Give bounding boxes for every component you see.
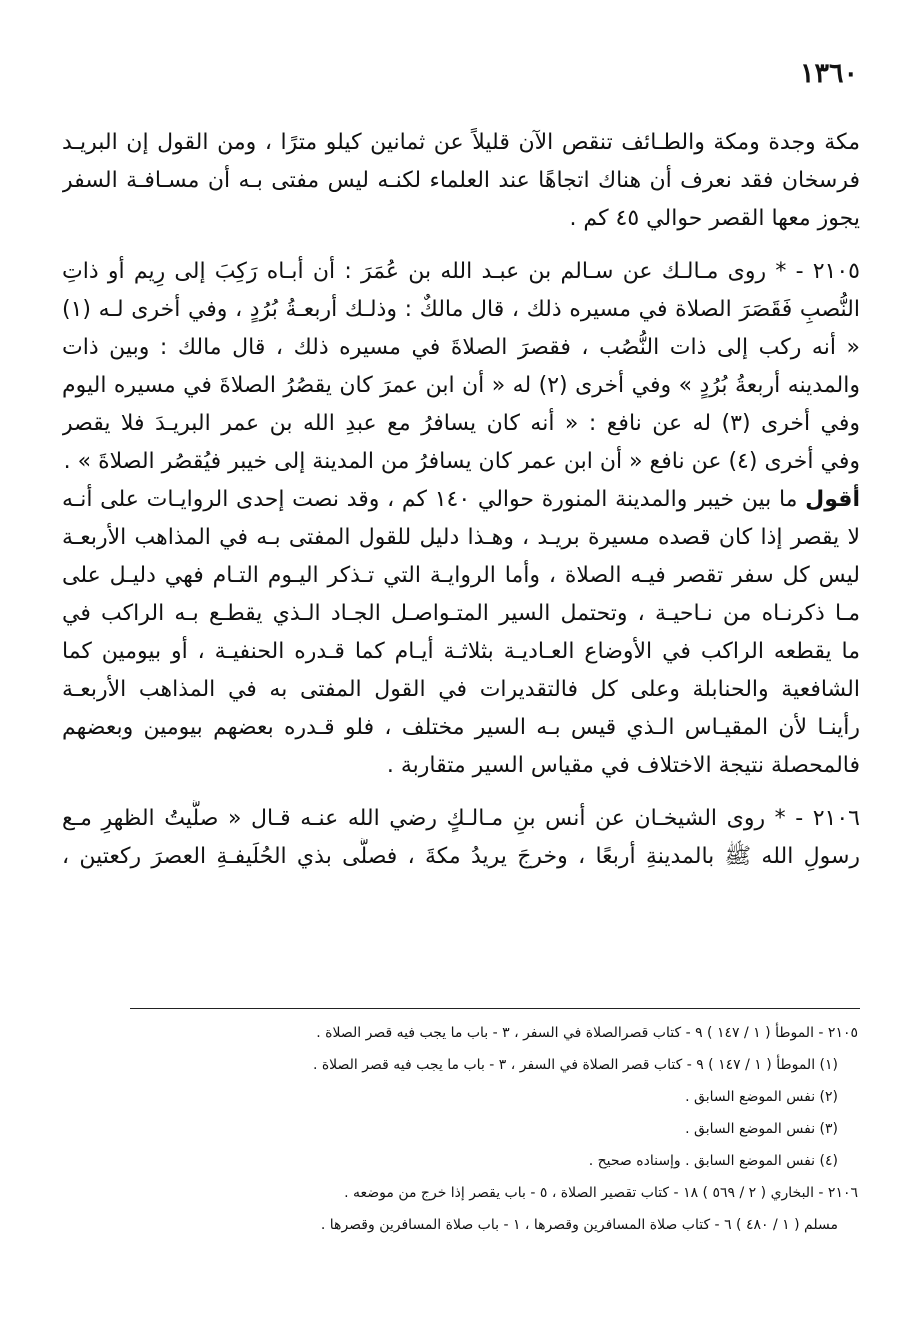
- paragraph-distance-note: [62, 124, 860, 238]
- text-line: لا يقصر إذا كان قصده مسيرة بريـد ، وهـذا دليل للقول المفتى بـه في المذاهب الأربعـة: [62, 525, 860, 550]
- text-line: وفي أخرى (٣) له عن نافع : « أنه كان يسافرُ مع عبدِ الله بن عمر البريـدَ فلا يقصر: [62, 411, 860, 436]
- text-line: رأينـا لأن المقيـاس الـذي قيس بـه السير مختلف ، فلو قـدره بعضهم بيومين وبعضهم: [62, 715, 860, 740]
- commentary-first-line: ما بين خيبر والمدينة المنورة حوالي ١٤٠ كم ، وقد نصت إحدى الروايـات على أنـه: [62, 487, 806, 512]
- footnote-1: (١) الموطأ ( ١ / ١٤٧ ) ٩ - كتاب قصر الصلاة في السفر ، ٣ - باب ما يجب فيه قصر الصلاة .: [312, 1057, 838, 1073]
- main-text: [62, 124, 860, 876]
- footnote-2105: ٢١٠٥ - الموطأ ( ١ / ١٤٧ ) ٩ - كتاب قصرالصلاة في السفر ، ٣ - باب ما يجب فيه قصر الصلاة .: [316, 1025, 858, 1041]
- footnote-2106: ٢١٠٦ - البخاري ( ٢ / ٥٦٩ ) ١٨ - كتاب تقصير الصلاة ، ٥ - باب يقصر إذا خرج من موضعه .: [344, 1185, 858, 1201]
- text-line: مكة وجدة ومكة والطـائف تنقص الآن قليلاً عن ثمانين كيلو مترًا ، ومن القول إن البريـد: [62, 130, 860, 155]
- text-line: « أنه ركب إلى ذات النُّصُب ، فقصرَ الصلاةَ في مسيره ذلك ، قال مالك : وبين ذات: [62, 335, 860, 360]
- text-line: وفي أخرى (٤) عن نافع « أن ابن عمر كان يسافرُ من المدينة إلى خيبر فيُقصُر الصلاةَ » .: [63, 449, 860, 474]
- commentary-lead: أقول: [805, 487, 860, 512]
- text-line: ٢١٠٥ - * روى مـالـك عن سـالم بن عبـد الله بن عُمَرَ : أن أبـاه رَكِبَ إلى رِيم أو ذاتِ: [62, 259, 860, 284]
- footnote-2106-muslim: مسلم ( ١ / ٤٨٠ ) ٦ - كتاب صلاة المسافرين وقصرها ، ١ - باب صلاة المسافرين وقصرها .: [320, 1217, 838, 1233]
- footnotes: [140, 1017, 858, 1241]
- text-line: رسولِ الله ﷺ بالمدينةِ أربعًا ، وخرجَ يريدُ مكةَ ، فصلَّى بذي الحُلَيفـةِ العصرَ ركعتين ،: [62, 844, 860, 869]
- page-number: ١٣٦٠: [799, 58, 858, 89]
- text-line: يجوز معها القصر حوالي ٤٥ كم .: [569, 206, 860, 231]
- text-line: الشافعية والحنابلة وعلى كل فالتقديرات في القول المفتى به في المذاهب الأربعـة: [62, 677, 860, 702]
- text-line: [62, 481, 860, 519]
- hadith-2105: [62, 253, 860, 481]
- text-line: فالمحصلة نتيجة الاختلاف في مقياس السير متقاربة .: [386, 753, 860, 778]
- text-line: والمدينه أربعةُ بُرُدٍ » وفي أخرى (٢) له « أن ابن عمرَ كان يقصُرُ الصلاةَ في مسيره اليوم: [62, 373, 860, 398]
- text-line: فرسخان فقد نعرف أن هناك اتجاهًا عند العلماء لكنـه ليس مفتى بـه أن مسـافـة السفر: [62, 168, 860, 193]
- footnote-divider: [130, 1008, 860, 1009]
- footnote-2: (٢) نفس الموضع السابق .: [685, 1089, 838, 1105]
- text-line: ليس كل سفر تقصر فيـه الصلاة ، وأما الروايـة التي تـذكر اليـوم التـام فهي دليـل على: [62, 563, 860, 588]
- footnote-4: (٤) نفس الموضع السابق . وإسناده صحيح .: [588, 1153, 838, 1169]
- text-line: مـا ذكرنـاه من نـاحيـة ، وتحتمل السير المتـواصـل الجـاد الـذي يقطـع بـه الراكب في: [62, 601, 860, 626]
- commentary: [62, 481, 860, 785]
- text-line: النُّصبِ فَقَصَرَ الصلاة في مسيره ذلك ، قال مالكٌ : وذلـك أربعـةُ بُرُدٍ ، وفي أخرى لـه (١): [62, 297, 860, 322]
- text-line: ٢١٠٦ - * روى الشيخـان عن أنس بنِ مـالـكٍ رضي الله عنـه قـال « صلَّيتُ الظهرِ مـع: [62, 806, 860, 831]
- footnote-3: (٣) نفس الموضع السابق .: [685, 1121, 838, 1137]
- hadith-2106: [62, 800, 860, 876]
- text-line: ما يقطعه الراكب في الأوضاع العـاديـة بثلاثـة أيـام كما قـدره الحنفيـة ، أو بيومين كما: [62, 639, 860, 664]
